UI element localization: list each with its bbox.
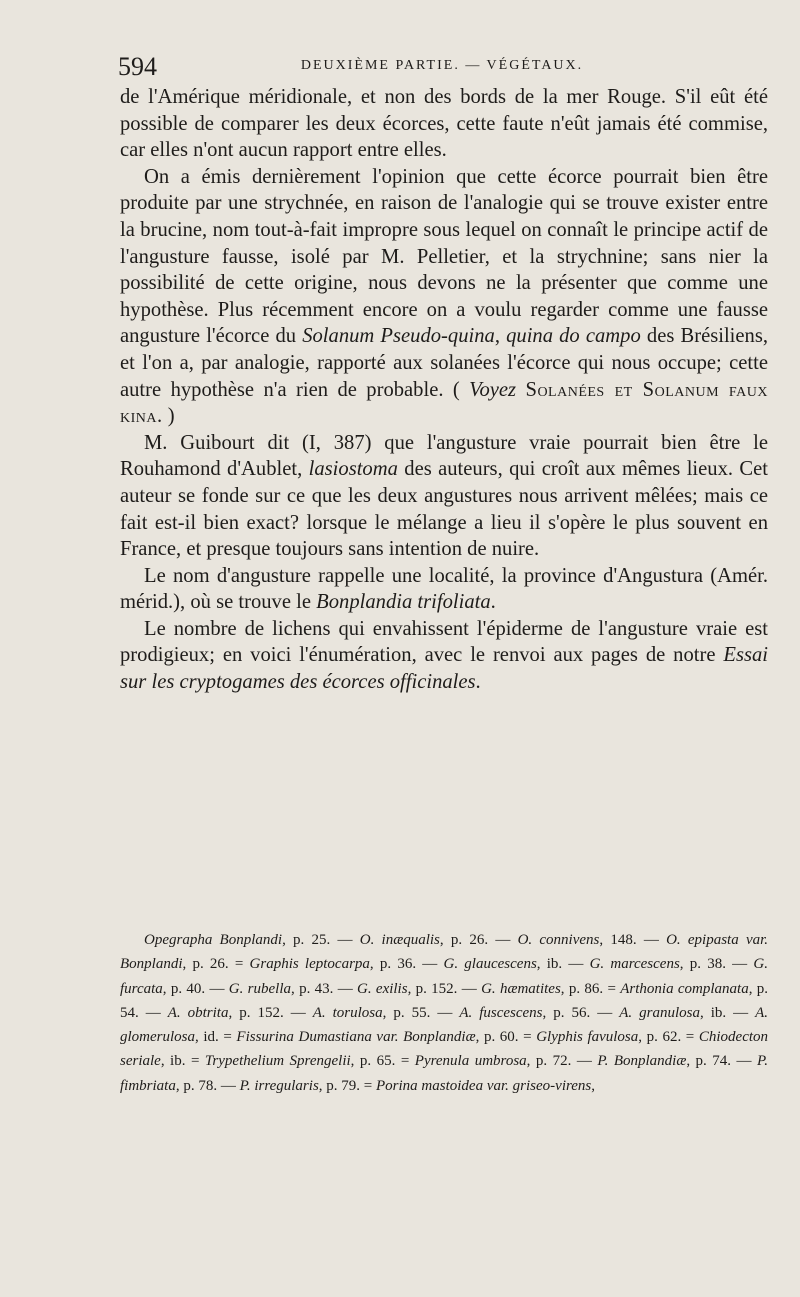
lichen-taxon: A. fuscescens — [459, 1004, 543, 1021]
text-span: . — [475, 671, 481, 694]
lichen-taxon: P. fimbriata — [120, 1053, 768, 1094]
page-reference: , p. 72. — — [526, 1053, 598, 1070]
paragraph-5 — [120, 616, 768, 696]
page-reference: , ib. — — [536, 956, 590, 973]
page-reference: , p. 26. = — [182, 956, 250, 973]
lichen-taxon: Trypethelium Sprengelii — [204, 1053, 351, 1070]
page-reference: , p. 56. — — [542, 1004, 620, 1021]
cross-reference: Solanées et Solanum faux kina. — [120, 378, 769, 428]
text-span: . — [490, 591, 496, 614]
page-reference: , p. 152. — — [407, 980, 482, 997]
page-reference: , — [591, 1077, 596, 1094]
page-reference: , 148. — — [599, 932, 667, 948]
lichen-taxon: A. torulosa — [312, 1004, 383, 1021]
species-name: Solanum Pseudo-quina — [302, 325, 495, 348]
page-reference: , p. 65. = — [350, 1053, 415, 1070]
lichen-taxon: O. connivens — [517, 932, 600, 948]
text-span: M. Guibourt dit (I, 387) que l'angusture vraie pourrait bien être le Rouhamond d'Aublet, — [120, 431, 768, 481]
lichen-taxon: P. Bonplandiæ — [597, 1053, 687, 1070]
text-span: des auteurs, qui croît aux mêmes lieux. Cet auteur se fonde sur ce que les deux angustures nous arrivent mêlées; mais ce fait est-il bien exact? lorsque le mélange a lieu il s'opère le plus souvent en France, et presque toujours sans intention de nuire. — [120, 458, 768, 561]
common-name: quina do campo — [506, 325, 641, 348]
lichen-taxon: Arthonia complanata — [620, 980, 749, 997]
lichen-taxon: Fissurina Dumastiana var. Bonplandiæ — [236, 1029, 476, 1046]
page-reference: , p. 78. — — [175, 1077, 240, 1094]
page-reference: , p. 152. — — [228, 1004, 313, 1021]
page-reference: , p. 74. — — [686, 1053, 758, 1070]
see-reference: Voyez — [469, 378, 517, 401]
text-span: , — [494, 325, 507, 348]
page-reference: , id. = — [195, 1029, 237, 1046]
paragraph-4 — [120, 563, 768, 616]
page-reference: , p. 36. — — [369, 956, 444, 973]
species-name: Bonplandia trifoliata — [316, 591, 491, 614]
lichen-taxon: Porina mastoidea var. griseo-virens — [376, 1077, 592, 1094]
lichen-taxon: G. furcata — [120, 956, 768, 997]
page-reference: , p. 40. — — [162, 980, 229, 997]
lichen-taxon: P. irregularis — [239, 1077, 319, 1094]
text-span: des Brésiliens, et l'on a, par analogie, rapporté aux solanées l'écorce qui nous occupe; cette autre hypothèse n'a rien de probable. ( — [120, 325, 768, 401]
page-reference: , p. 54. — — [120, 980, 769, 1021]
lichen-taxon: G. exilis — [357, 980, 408, 997]
lichen-taxon: A. obtrita — [167, 1004, 229, 1021]
lichen-taxon: A. glomerulosa — [120, 1004, 769, 1046]
running-head: DEUXIÈME PARTIE. — VÉGÉTAUX. — [300, 58, 584, 73]
lichen-taxon: G. hæmatites — [481, 980, 561, 997]
lichen-taxon: G. rubella — [228, 980, 292, 997]
book-title: Essai sur les cryptogames des écorces officinales — [120, 644, 768, 694]
page-reference: , p. 26. — — [439, 932, 518, 948]
page-reference: , p. 43. — — [291, 980, 358, 997]
lichen-taxon: Glyphis favulosa — [536, 1029, 639, 1046]
paragraph-1: de l'Amérique méridionale, et non des bords de la mer Rouge. S'il eût été possible de comparer les deux écorces, cette faute n'eût jamais été commise, car elles n'ont aucun rapport entre elles. — [120, 86, 768, 162]
text-span: Le nombre de lichens qui envahissent l'épiderme de l'angusture vraie est prodigieux; en voici l'énumération, avec le renvoi aux pages de notre — [120, 617, 768, 667]
lichen-enumeration — [120, 928, 768, 1098]
page-reference: , ib. = — [160, 1053, 205, 1070]
page-number: 594 — [118, 52, 157, 81]
lichen-taxon: Opegrapha Bonplandi — [144, 932, 283, 948]
lichen-taxon: Chiodecton seriale — [120, 1029, 769, 1070]
lichen-taxon: O. epipasta var. Bonplandi — [120, 932, 769, 973]
page-reference: , p. 79. = — [318, 1077, 376, 1094]
text-span: ) — [162, 405, 175, 428]
lichen-taxon: O. inæqualis — [359, 932, 440, 948]
lichen-taxon: A. granulosa — [619, 1004, 700, 1021]
page-reference: , p. 38. — — [679, 956, 754, 973]
page-reference: , p. 55. — — [382, 1004, 460, 1021]
page-reference: , p. 62. = — [638, 1029, 699, 1046]
page-header — [118, 52, 766, 86]
text-span: On a émis dernièrement l'opinion que cette écorce pourrait bien être produite par une strychnée, en raison de l'analogie qui se trouve exister entre la brucine, nom tout-à-fait impropre sous lequel on connaît le principe actif de l'angusture fausse, isolé par M. Pelletier, et la strychnine; sans nier la possibilité de cette origine, nous devons ne la présenter que comme une hypothèse. Plus récemment encore on a voulu regarder comme une fausse angusture l'écorce du — [120, 165, 768, 348]
lichen-taxon: Pyrenula umbrosa — [414, 1053, 527, 1070]
page-reference: , p. 25. — — [282, 932, 360, 948]
paragraph-3 — [120, 430, 768, 563]
paragraph-2 — [120, 164, 768, 430]
page-reference: , p. 86. = — [560, 980, 621, 997]
lichen-list — [120, 928, 768, 1098]
body-text — [120, 84, 768, 696]
page-reference: , p. 60. = — [475, 1029, 537, 1046]
lichen-taxon: G. marcescens — [589, 956, 680, 973]
page-reference: , ib. — — [699, 1004, 756, 1021]
lichen-taxon: G. glaucescens — [443, 956, 537, 973]
genus-name: lasiostoma — [308, 458, 398, 481]
text-span: Le nom d'angusture rappelle une localité, la province d'Angustura (Amér. mérid.), où se trouve le — [120, 564, 768, 614]
lichen-taxon: Graphis leptocarpa — [249, 956, 370, 973]
